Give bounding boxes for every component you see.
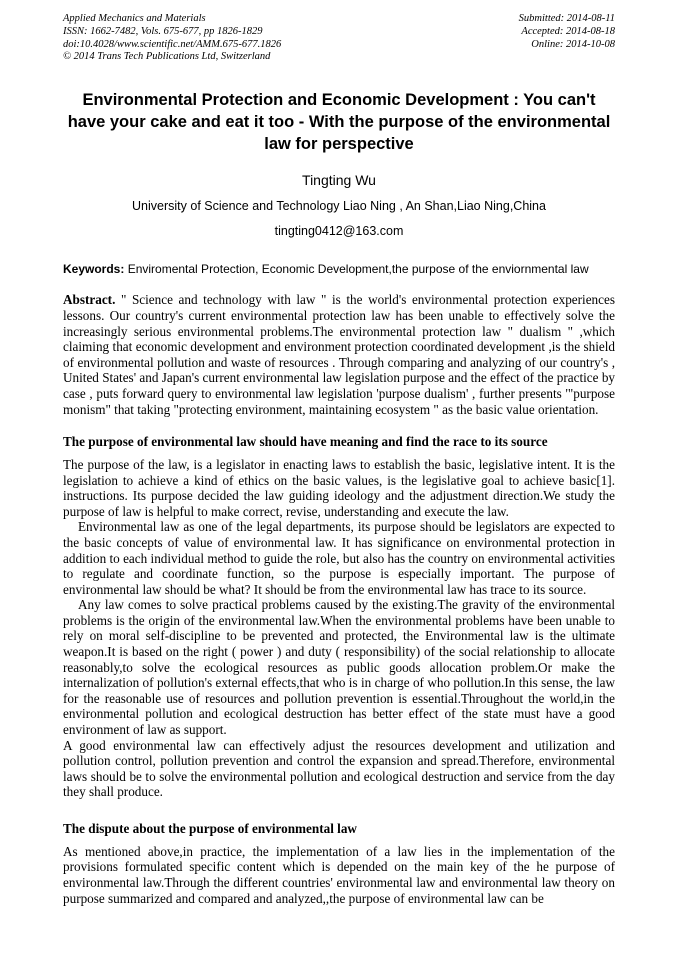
paper-title: Environmental Protection and Economic Development : You can't have your cake and eat it too - With the purpose of the environmental law for perspective [67, 91, 611, 153]
author-name: Tingting Wu [302, 172, 376, 189]
abstract-text: " Science and technology with law " is the world's environmental protection experiences lessons. Our country's current environmental protection law has been unable to effectively solve the increasingly serious environmental problems.The environmental protection law " dualism " ,which claiming that economic development and environment protection coordinated development ,is the shield of environmental pollution and waste of resources . Through comparing and analyzing of our country's , United States' and Japan's current environmental law legislation purpose and the effect of the practice by case , puts forward query to environmental law legislation 'purpose dualism' , further presents '"purpose monism" that taking "protecting environment, maintaining ecosystem " as the basic value orientation. [63, 292, 615, 417]
journal-header-left [63, 13, 281, 64]
keywords-label: Keywords: [63, 262, 125, 277]
journal-header-right [519, 13, 615, 64]
doi-line: doi:10.4028/www.scientific.net/AMM.675-677.1826 [63, 38, 282, 50]
author-email: tingting0412@163.com [274, 224, 404, 239]
abstract [63, 292, 615, 417]
keywords-text: Enviromental Protection, Economic Development,the purpose of the enviornmental law [124, 262, 589, 277]
submitted-date: Submitted: 2014-08-11 [518, 13, 615, 24]
copyright-line: © 2014 Trans Tech Publications Ltd, Switzerland [63, 51, 271, 63]
paragraph: The purpose of the law, is a legislator in enacting laws to establish the basic, legislative intent. It is the legislation to achieve a kind of ethics on the basic values, is the legislative goal to achieve basic[1]. instructions. Its purpose decided the law guiding ideology and the adjustment direction.We study the purpose of law is helpful to make correct, revise, understanding and execute the law. [63, 457, 615, 519]
section-heading-2: The dispute about the purpose of environmental law [63, 820, 357, 836]
section-heading-1: The purpose of environmental law should have meaning and find the race to its source [63, 434, 548, 450]
paragraph: Environmental law as one of the legal departments, its purpose should be legislators are expected to the basic concepts of value of environmental law. It has significance on environmental protection in addition to each individual method to guide the role, but also has the country on environmental activities to regulate and coordinate function, so the purpose is especially important. The purpose of environmental law should be what? It should be from the environmental law has trace to its source. [63, 519, 615, 597]
keywords-line [63, 262, 615, 277]
paragraph: A good environmental law can effectively adjust the resources development and utilization and pollution control, pollution prevention and control the expansion and spread.Therefore, environmental laws should be to solve the environmental pollution and ecological destruction and service from the day they shall produce. [63, 737, 615, 800]
issn-line: ISSN: 1662-7482, Vols. 675-677, pp 1826-1829 [63, 25, 263, 37]
journal-name: Applied Mechanics and Materials [63, 13, 206, 24]
paragraph: As mentioned above,in practice, the implementation of a law lies in the implementation of the provisions formulated specific content which is depended on the main key of the he purpose of environmental law.Through the different countries' environmental law and environmental law theory on purpose summarized and compared and analyzed,,the purpose of environmental law can be [63, 843, 615, 906]
abstract-label: Abstract. [63, 292, 116, 308]
paragraph: Any law comes to solve practical problems caused by the existing.The gravity of the environmental problems is the origin of the environmental law.When the environmental problems have been unable to rely on moral self-discipline to be prevented and protected, the Environmental law is the ultimate weapon.It is based on the right ( power ) and duty ( responsibility) of the social relationship to allocate reasonably,to solve the ecological resources as public goods allocation problem.Or make the internalization of pollution's external effects,that who is in charge of who pollution.In this sense, the law for the reasonable use of resources and pollution prevention is essential.Throughout the world,in the environmental pollution and ecological destruction has better effect of the state must have a good environment of law as support. [63, 597, 615, 737]
online-date: Online: 2014-10-08 [531, 38, 615, 50]
accepted-date: Accepted: 2014-08-18 [521, 25, 615, 37]
author-affiliation: University of Science and Technology Liao Ning , An Shan,Liao Ning,China [132, 199, 546, 214]
journal-header [63, 13, 615, 64]
